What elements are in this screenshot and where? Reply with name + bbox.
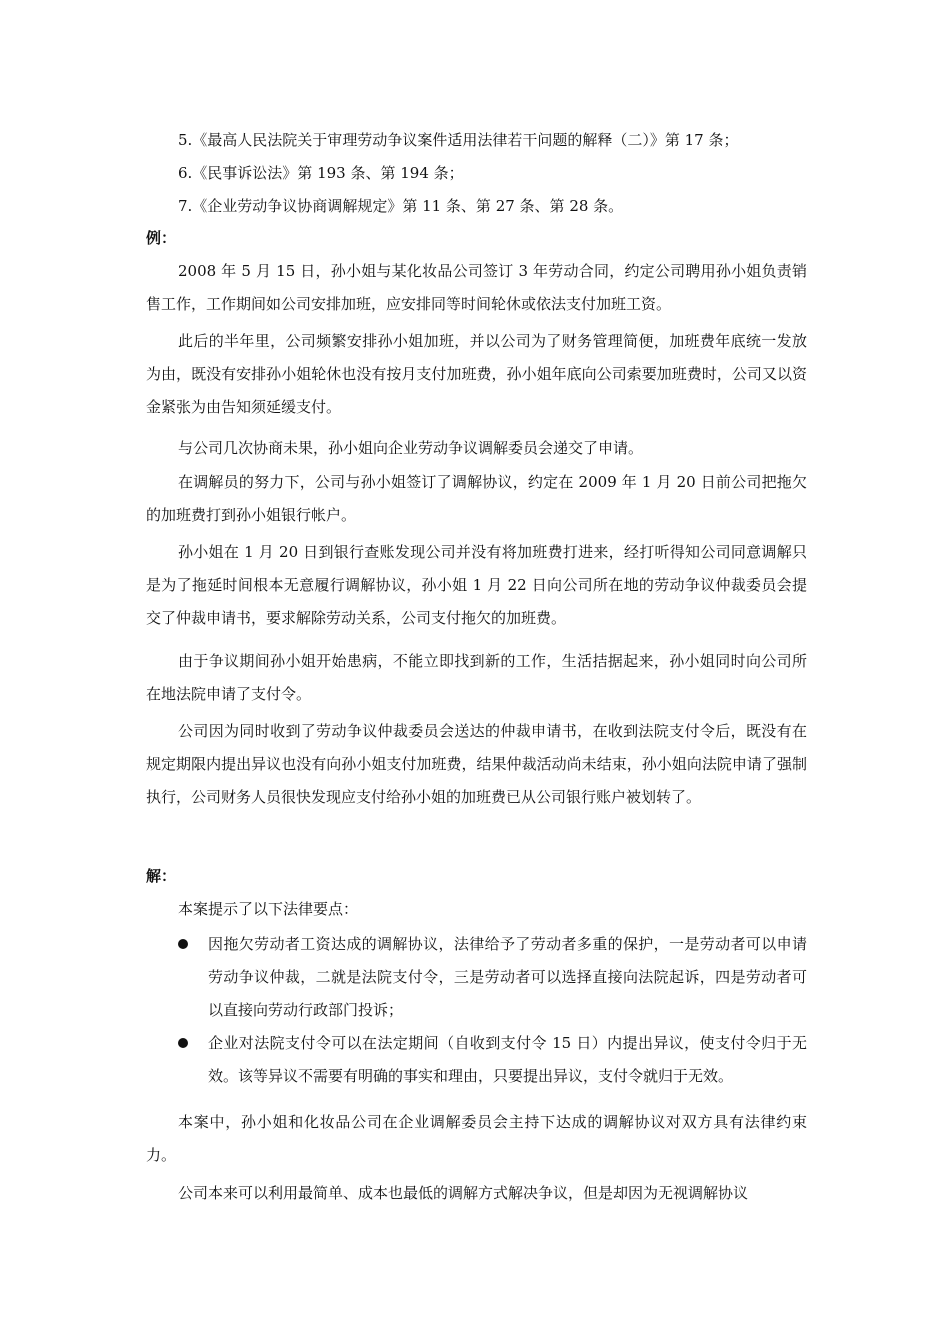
reference-item: 6.《民事诉讼法》第 193 条、第 194 条； bbox=[178, 164, 464, 182]
example-heading: 例： bbox=[146, 229, 177, 247]
closing-paragraph: 本案中，孙小姐和化妆品公司在企业调解委员会主持下达成的调解协议对双方具有法律约束力。 bbox=[146, 1113, 807, 1164]
bullet-dot-icon bbox=[178, 939, 188, 949]
bullet-dot-icon bbox=[178, 1038, 188, 1048]
key-point-item bbox=[146, 928, 807, 1027]
solution-intro: 本案提示了以下法律要点： bbox=[178, 900, 359, 918]
key-point-text: 企业对法院支付令可以在法定期间（自收到支付令 15 日）内提出异议，使支付令归于无效。该等异议不需要有明确的事实和理由，只要提出异议，支付令就归于无效。 bbox=[208, 1034, 807, 1085]
example-paragraph: 此后的半年里，公司频繁安排孙小姐加班，并以公司为了财务管理简便，加班费年底统一发放为由，既没有安排孙小姐轮休也没有按月支付加班费，孙小姐年底向公司索要加班费时，公司又以资金紧张为由告知须延缓支付。 bbox=[146, 332, 807, 416]
example-paragraph: 公司因为同时收到了劳动争议仲裁委员会送达的仲裁申请书，在收到法院支付令后，既没有在规定期限内提出异议也没有向孙小姐支付加班费，结果仲裁活动尚未结束，孙小姐向法院申请了强制执行，公司财务人员很快发现应支付给孙小姐的加班费已从公司银行账户被划转了。 bbox=[146, 722, 807, 806]
legal-references-list bbox=[178, 124, 818, 223]
reference-item: 7.《企业劳动争议协商调解规定》第 11 条、第 27 条、第 28 条。 bbox=[178, 197, 624, 215]
example-paragraph: 2008 年 5 月 15 日，孙小姐与某化妆品公司签订 3 年劳动合同，约定公司聘用孙小姐负责销售工作，工作期间如公司安排加班，应安排同等时间轮休或依法支付加班工资。 bbox=[146, 262, 807, 313]
key-points-list bbox=[146, 928, 807, 1093]
solution-heading: 解： bbox=[146, 867, 177, 885]
example-paragraph: 由于争议期间孙小姐开始患病，不能立即找到新的工作，生活拮据起来，孙小姐同时向公司所在地法院申请了支付令。 bbox=[146, 652, 807, 703]
reference-item: 5.《最高人民法院关于审理劳动争议案件适用法律若干问题的解释（二）》第 17 条； bbox=[178, 131, 739, 149]
key-point-item bbox=[146, 1027, 807, 1093]
key-point-text: 因拖欠劳动者工资达成的调解协议，法律给予了劳动者多重的保护，一是劳动者可以申请劳动争议仲裁，二就是法院支付令，三是劳动者可以选择直接向法院起诉，四是劳动者可以直接向劳动行政部门投诉； bbox=[208, 935, 807, 1019]
example-paragraph: 与公司几次协商未果，孙小姐向企业劳动争议调解委员会递交了申请。 bbox=[178, 439, 644, 457]
closing-paragraph: 公司本来可以利用最简单、成本也最低的调解方式解决争议，但是却因为无视调解协议 bbox=[178, 1184, 749, 1202]
example-paragraph: 孙小姐在 1 月 20 日到银行查账发现公司并没有将加班费打进来，经打听得知公司同意调解只是为了拖延时间根本无意履行调解协议，孙小姐 1 月 22 日向公司所在地的劳动争议仲裁委员会提交了仲裁申请书，要求解除劳动关系，公司支付拖欠的加班费。 bbox=[146, 543, 807, 627]
example-paragraph: 在调解员的努力下，公司与孙小姐签订了调解协议，约定在 2009 年 1 月 20 日前公司把拖欠的加班费打到孙小姐银行帐户。 bbox=[146, 473, 807, 524]
